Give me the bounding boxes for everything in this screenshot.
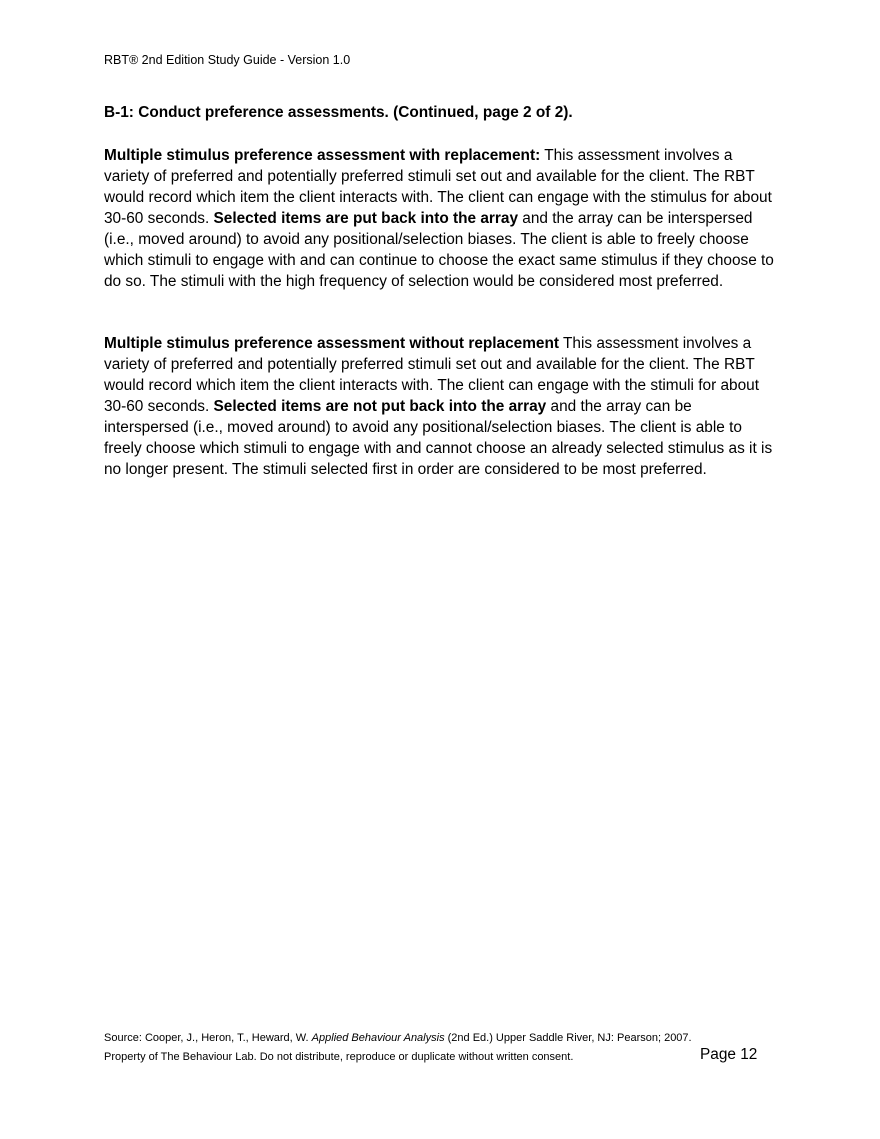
property-notice: Property of The Behaviour Lab. Do not distribute, reproduce or duplicate without written consent. [104, 1051, 574, 1063]
paragraph-emphasis: Selected items are put back into the array [213, 210, 519, 227]
paragraph-text: and the array can be interspersed (i.e., moved around) to avoid any positional/selection biases. The client is able to freely choose which stimuli to engage with and can continue to choose the exact same stimulus if they choose to do so. The stimuli with the high frequency of selection would be considered most preferred. [104, 210, 774, 290]
paragraph-heading: Multiple stimulus preference assessment without replacement [104, 335, 560, 352]
source-prefix: Source: Cooper, J., Heron, T., Heward, W. [104, 1032, 312, 1044]
source-title: Applied Behaviour Analysis [311, 1032, 445, 1044]
paragraph-with-replacement [104, 145, 780, 292]
paragraph-text: This assessment involves a variety of preferred and potentially preferred stimuli set out and available for the client. The RBT would record which item the client interacts with. The client can engage with the stimulus for about 30-60 seconds. [104, 147, 772, 227]
paragraph-text: and the array can be interspersed (i.e., moved around) to avoid any positional/selection biases. The client is able to freely choose which stimuli to engage with and cannot choose an already selected stimulus as it is no longer present. The stimuli selected first in order are considered to be most preferred. [104, 398, 773, 478]
paragraph-without-replacement [104, 333, 780, 480]
running-header: RBT® 2nd Edition Study Guide - Version 1.0 [104, 53, 351, 67]
page-number: Page 12 [700, 1046, 758, 1063]
paragraph-emphasis: Selected items are not put back into the array [213, 398, 547, 415]
paragraph-text: This assessment involves a variety of preferred and potentially preferred stimuli set out and available for the client. The RBT would record which item the client interacts with. The client can engage with the stimuli for about 30-60 seconds. [104, 335, 760, 415]
section-title: B-1: Conduct preference assessments. (Continued, page 2 of 2). [104, 104, 573, 121]
paragraph-heading: Multiple stimulus preference assessment with replacement: [104, 147, 541, 164]
source-citation [104, 1031, 692, 1045]
source-suffix: (2nd Ed.) Upper Saddle River, NJ: Pearson; 2007. [444, 1032, 692, 1044]
